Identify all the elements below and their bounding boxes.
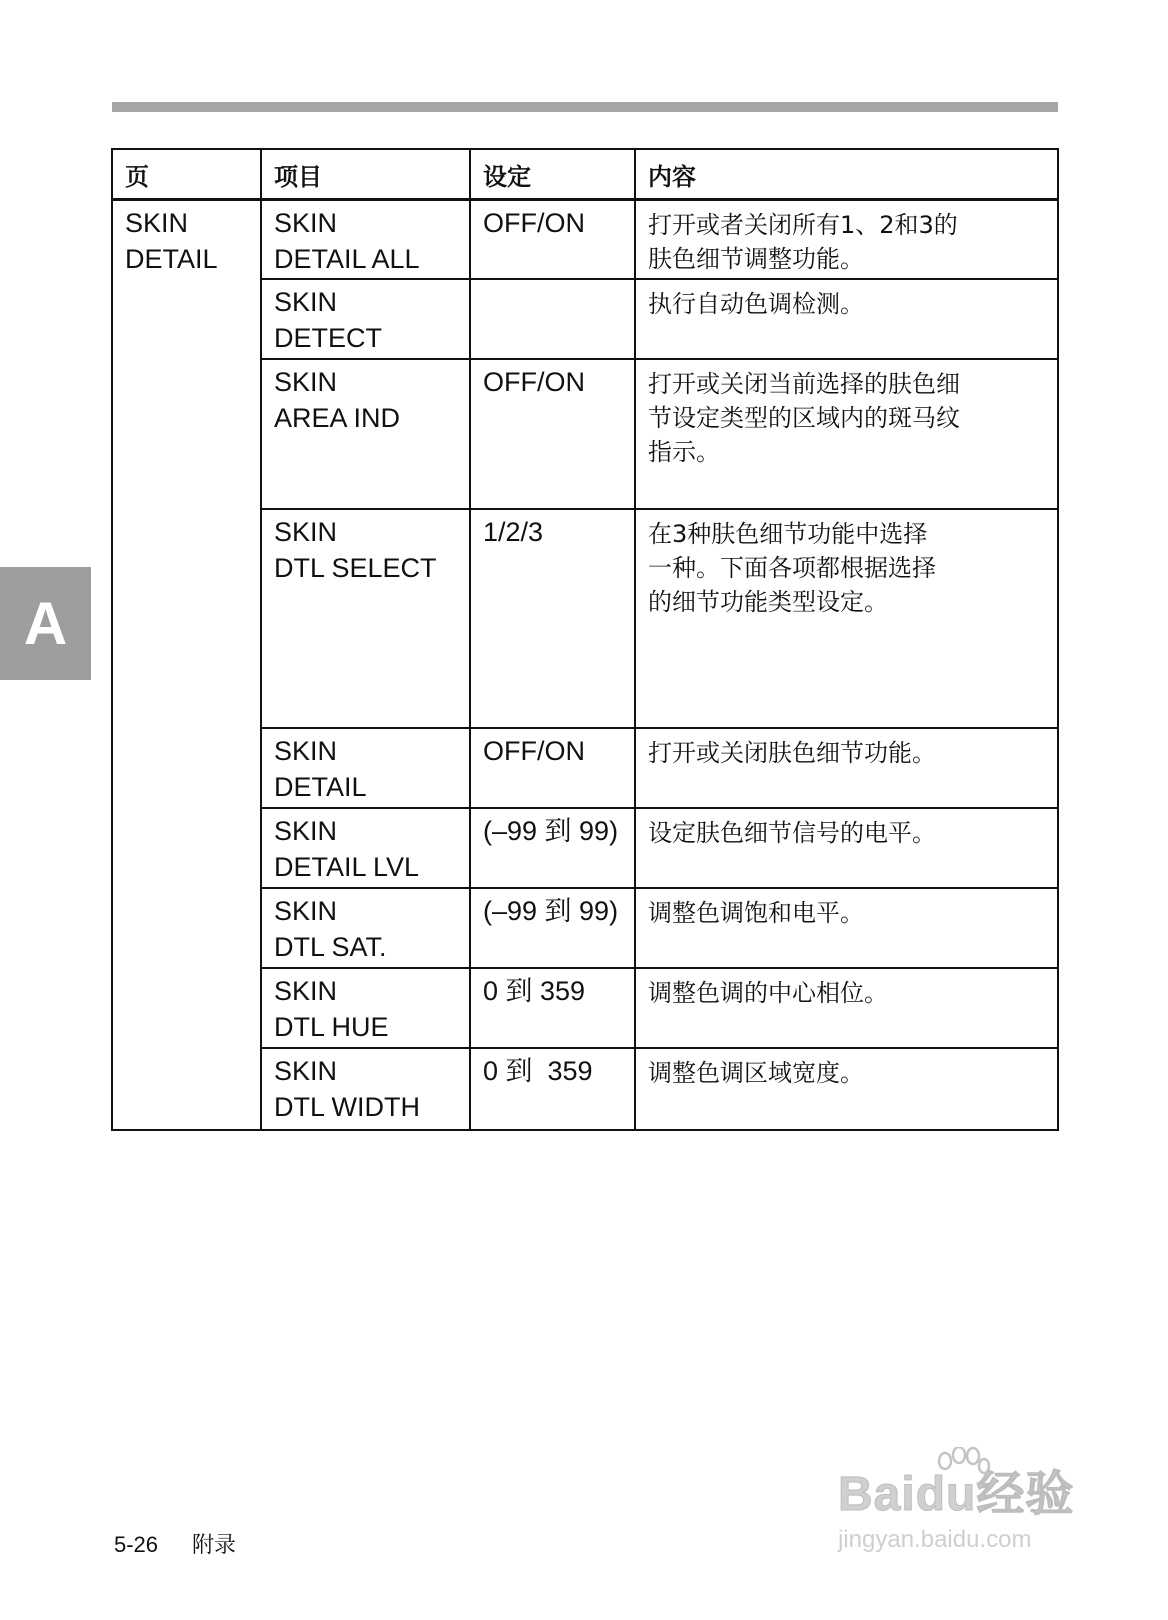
item-line: DTL WIDTH bbox=[274, 1092, 420, 1122]
description-line: 设定肤色细节信号的电平。 bbox=[648, 819, 936, 847]
header-setting: 设定 bbox=[470, 149, 635, 199]
item-line: SKIN bbox=[274, 1056, 338, 1086]
description-cell bbox=[635, 968, 1058, 1048]
table-header-row bbox=[112, 149, 1058, 199]
item-line: SKIN bbox=[274, 367, 338, 397]
setting-cell: (–99 到 99) bbox=[470, 808, 635, 888]
item-cell bbox=[261, 968, 470, 1048]
item-line: SKIN bbox=[274, 816, 338, 846]
watermark-brand: Baidu经验 bbox=[838, 1468, 1075, 1521]
description-line: 肤色细节调整功能。 bbox=[648, 244, 864, 273]
item-cell bbox=[261, 888, 470, 968]
item-line: SKIN bbox=[274, 517, 338, 547]
item-line: SKIN bbox=[274, 736, 338, 766]
section-tab: A bbox=[0, 567, 91, 680]
table-row bbox=[112, 199, 1058, 279]
description-cell bbox=[635, 279, 1058, 359]
header-page: 页 bbox=[112, 149, 261, 199]
item-line: SKIN bbox=[274, 287, 338, 317]
setting-cell: (–99 到 99) bbox=[470, 888, 635, 968]
description-line: 节设定类型的区域内的斑马纹 bbox=[648, 404, 960, 432]
item-line: AREA IND bbox=[274, 403, 401, 433]
item-line: DETAIL LVL bbox=[274, 852, 420, 882]
description-cell bbox=[635, 808, 1058, 888]
paw-icon bbox=[933, 1447, 991, 1487]
item-line: DTL SELECT bbox=[274, 553, 437, 583]
setting-cell bbox=[470, 279, 635, 359]
description-cell bbox=[635, 359, 1058, 509]
item-line: SKIN bbox=[274, 896, 338, 926]
description-line: 打开或关闭肤色细节功能。 bbox=[648, 739, 936, 767]
page-cell bbox=[112, 199, 261, 1130]
item-cell bbox=[261, 359, 470, 509]
description-line: 指示。 bbox=[648, 438, 720, 466]
setting-cell: 0 到 359 bbox=[470, 1048, 635, 1130]
page-label-line: DETAIL bbox=[125, 243, 218, 274]
item-line: DTL SAT. bbox=[274, 932, 387, 962]
item-cell bbox=[261, 728, 470, 808]
description-cell bbox=[635, 728, 1058, 808]
settings-table bbox=[111, 148, 1059, 1131]
item-line: SKIN bbox=[274, 207, 338, 238]
watermark bbox=[838, 1455, 1108, 1575]
header-content: 内容 bbox=[635, 149, 1058, 199]
description-line: 调整色调饱和电平。 bbox=[648, 899, 864, 927]
description-cell bbox=[635, 888, 1058, 968]
item-cell bbox=[261, 279, 470, 359]
setting-cell: OFF/ON bbox=[470, 359, 635, 509]
page-label-line: SKIN bbox=[125, 207, 189, 238]
item-cell bbox=[261, 199, 470, 279]
header-item: 项目 bbox=[261, 149, 470, 199]
item-line: DTL HUE bbox=[274, 1012, 389, 1042]
description-line: 打开或者关闭所有1、2和3的 bbox=[648, 210, 958, 239]
description-line: 调整色调的中心相位。 bbox=[648, 979, 888, 1007]
item-line: DETAIL bbox=[274, 772, 367, 802]
description-line: 调整色调区域宽度。 bbox=[648, 1059, 864, 1087]
setting-cell: 1/2/3 bbox=[470, 509, 635, 728]
item-line: DETECT bbox=[274, 323, 382, 353]
description-line: 执行自动色调检测。 bbox=[648, 290, 864, 318]
page-footer bbox=[114, 1528, 236, 1559]
item-cell bbox=[261, 509, 470, 728]
top-rule bbox=[112, 102, 1058, 112]
description-cell bbox=[635, 1048, 1058, 1130]
item-line: DETAIL ALL bbox=[274, 243, 420, 274]
item-cell bbox=[261, 808, 470, 888]
setting-cell: OFF/ON bbox=[470, 728, 635, 808]
watermark-site: jingyan.baidu.com bbox=[838, 1526, 1032, 1553]
description-cell bbox=[635, 199, 1058, 279]
description-line: 的细节功能类型设定。 bbox=[648, 588, 888, 616]
setting-cell: 0 到 359 bbox=[470, 968, 635, 1048]
setting-cell: OFF/ON bbox=[470, 199, 635, 279]
item-cell bbox=[261, 1048, 470, 1130]
item-line: SKIN bbox=[274, 976, 338, 1006]
description-line: 一种。下面各项都根据选择 bbox=[648, 554, 936, 582]
chapter-name: 附录 bbox=[192, 1533, 237, 1558]
description-line: 打开或关闭当前选择的肤色细 bbox=[648, 370, 960, 398]
page-number: 5-26 bbox=[114, 1532, 159, 1557]
description-cell bbox=[635, 509, 1058, 728]
description-line: 在3种肤色细节功能中选择 bbox=[648, 520, 928, 548]
